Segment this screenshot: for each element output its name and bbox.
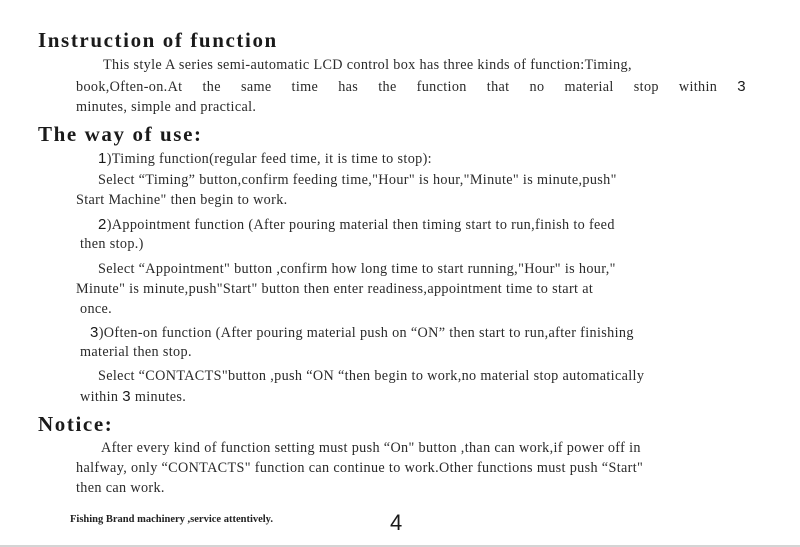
often-on-line-2-suffix: minutes. [134,389,187,405]
timing-number: 1 [98,150,107,167]
appointment-number: 2 [98,216,107,233]
timing-line-1: Select “Timing” button,confirm feeding time,"Hour" is hour,"Minute" is minute,push" [98,172,617,188]
often-on-number: 3 [90,324,99,341]
heading-notice: Notice: [38,412,114,436]
appointment-title-cont: then stop.) [80,236,144,252]
appointment-title-text: )Appointment function (After pouring material then timing start to run,finish to feed [106,217,615,233]
instruction-minutes-number: 3 [737,78,746,95]
heading-way-of-use: The way of use: [38,122,203,146]
often-on-minutes-number: 3 [122,388,131,405]
timing-function-title [98,150,432,168]
notice-line-2: halfway, only “CONTACTS" function can continue to work.Other functions must push “Start" [76,460,644,476]
instruction-line-3: minutes, simple and practical. [76,99,257,115]
notice-line-3: then can work. [76,480,165,496]
often-on-line-1: Select “CONTACTS"button ,push “ON “then begin to work,no material stop automatically [98,368,645,384]
often-on-line-2-prefix: within [80,389,119,405]
heading-instruction: Instruction of function [38,28,278,52]
timing-line-2: Start Machine" then begin to work. [76,192,288,208]
instruction-line-1: This style A series semi-automatic LCD control box has three kinds of function:Timing, [103,57,632,73]
timing-title-text: )Timing function(regular feed time, it is time to stop): [106,151,432,167]
often-on-line-2 [80,388,186,406]
appointment-line-1: Select “Appointment" button ,confirm how long time to start running,"Hour" is hour," [98,261,616,277]
appointment-function-title [98,216,615,234]
appointment-line-2: Minute" is minute,push"Start" button then enter readiness,appointment time to start at [76,281,594,297]
often-on-function-title [90,324,634,342]
often-on-title-cont: material then stop. [80,344,192,360]
instruction-line-2 [76,78,746,96]
page-number: 4 [390,510,403,535]
appointment-line-3: once. [80,301,113,317]
instruction-line-2-text: book,Often-on.At the same time has the function that no material stop within [76,79,718,95]
often-on-title-text: )Often-on function (After pouring material push on “ON” then start to run,after finishing [98,325,634,341]
notice-line-1: After every kind of function setting must push “On" button ,than can work,if power off in [101,440,641,456]
footer-slogan: Fishing Brand machinery ,service attentively. [70,514,273,525]
